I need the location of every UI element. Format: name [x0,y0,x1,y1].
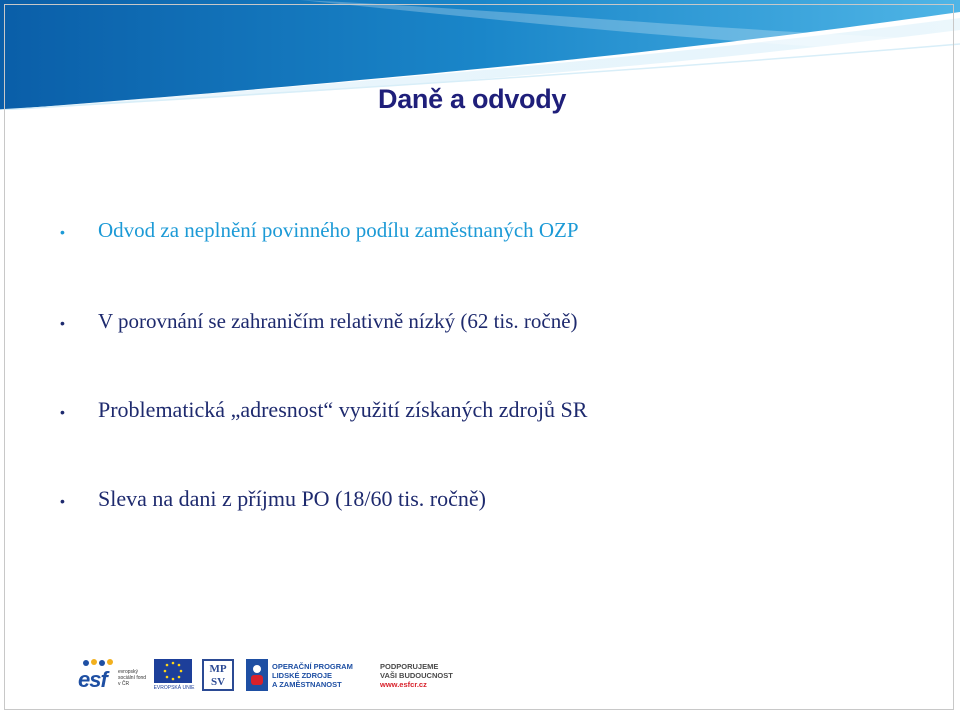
bullet-dot-icon: • [60,404,65,420]
support-line: PODPORUJEME [380,662,439,671]
op-people-icon [246,659,268,691]
mpsv-line: MP [209,663,227,675]
bullet-text: Problematická „adresnost“ využití získaných zdrojů SR [98,397,588,422]
esf-caption: evropský sociální fond v ČR [118,669,147,687]
bullet-dot-icon: • [60,493,65,509]
bullet-dot-icon: • [60,224,65,240]
support-link[interactable]: www.esfcr.cz [380,680,427,689]
bullet-item [60,309,578,334]
mpsv-box [202,659,234,691]
slide-title: Daně a odvody [378,84,567,114]
support-line: VAŠI BUDOUCNOST [380,671,453,680]
bullet-text: Sleva na dani z příjmu PO (18/60 tis. ročně) [98,486,486,511]
bullet-item [60,218,579,243]
bullet-text: V porovnání se zahraničím relativně nízký (62 tis. ročně) [98,309,578,333]
op-line: OPERAČNÍ PROGRAM [272,662,353,671]
bullet-item [60,397,587,423]
mpsv-line: SV [210,676,226,688]
esf-wordmark: esf [78,667,107,692]
eu-flag-icon [154,659,192,683]
support-text [380,662,453,689]
eu-logo [152,657,194,693]
op-text [272,662,353,689]
op-line: A ZAMĚSTNANOST [272,680,342,689]
support-logo [380,657,480,693]
bullet-item [60,486,486,512]
bullet-text: Odvod za neplnění povinného podílu zaměstnaných OZP [98,218,579,242]
footer-logos [78,655,488,695]
esf-logo [78,657,147,693]
bullet-dot-icon: • [60,315,65,331]
op-lzz-logo [246,657,364,693]
op-line: LIDSKÉ ZDROJE [272,671,333,680]
eu-caption: EVROPSKÁ UNIE [153,685,195,691]
mpsv-logo [202,657,238,693]
